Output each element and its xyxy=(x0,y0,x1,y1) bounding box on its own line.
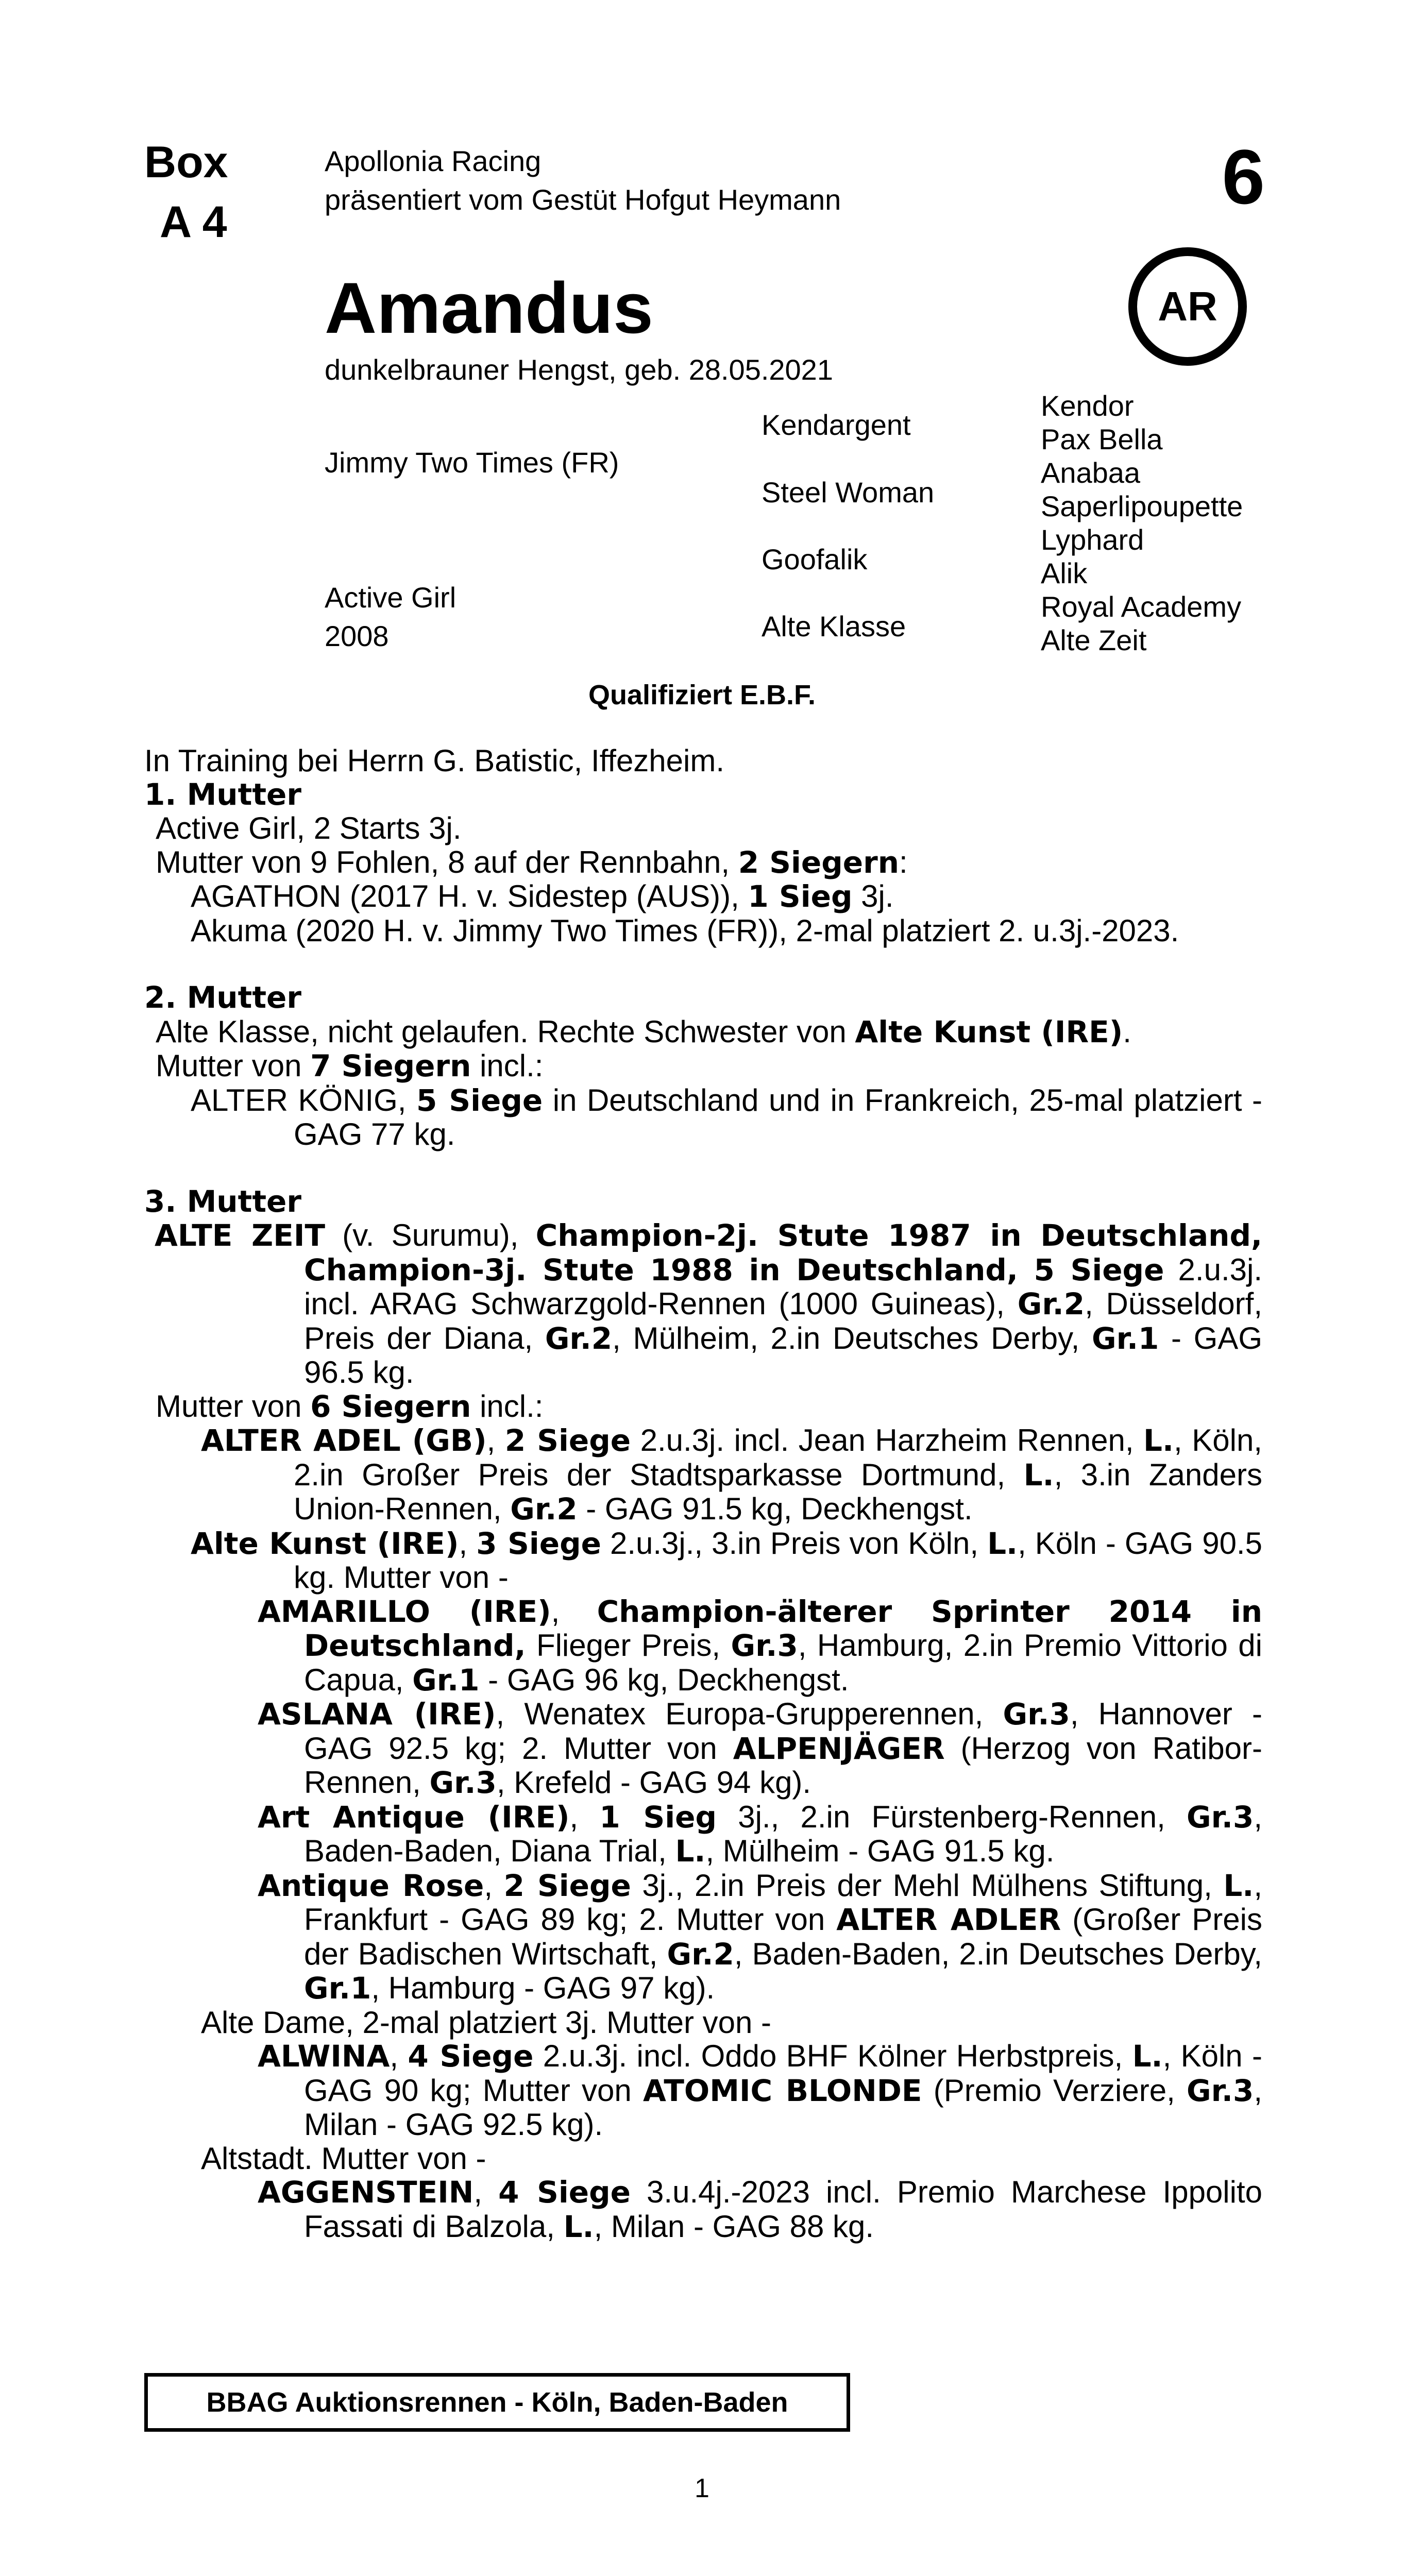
pedigree-grandparent: Goofalik xyxy=(762,543,868,575)
pedigree-grandparent: Kendargent xyxy=(762,409,911,441)
presented-by: präsentiert vom Gestüt Hofgut Heymann xyxy=(325,183,841,216)
dam3-offspring-dame: Alte Dame, 2-mal platziert 3j. Mutter von - xyxy=(201,2005,772,2040)
dam1-record: Active Girl, 2 Starts 3j. xyxy=(156,811,462,845)
pedigree-great-grandparent: Alte Zeit xyxy=(1041,624,1147,656)
dam2-offspring-koenig: ALTER KÖNIG, 5 Siege in Deutschland und in Frankreich, 25-mal platziert - GAG 77 kg. xyxy=(191,1082,1262,1151)
ar-badge-label: AR xyxy=(1158,283,1217,329)
pedigree-grandparent: Alte Klasse xyxy=(762,610,906,642)
dam3-produce: Mutter von 6 Siegern incl.: xyxy=(156,1388,544,1424)
dam1-produce: Mutter von 9 Fohlen, 8 auf der Rennbahn, 2 Siegern: xyxy=(156,844,908,880)
pedigree-dam-year: 2008 xyxy=(325,620,389,652)
race-eligibility-box xyxy=(144,2373,850,2432)
dam1-offspring-agathon: AGATHON (2017 H. v. Sidestep (AUS)), 1 Sieg 3j. xyxy=(191,879,894,914)
pedigree-great-grandparent: Pax Bella xyxy=(1041,423,1163,455)
pedigree-sire: Jimmy Two Times (FR) xyxy=(325,446,619,479)
pedigree-great-grandparent: Saperlipoupette xyxy=(1041,490,1243,522)
ar-badge-icon xyxy=(1128,247,1247,366)
dam4-offspring-antique-rose: Antique Rose, 2 Siege 3j., 2.in Preis der Mehl Mülhens Stiftung, L., Frankfurt - GAG 89 kg; 2. Mutter von ALTER ADLER (Großer Preis der Badischen Wirtschaft, Gr.2, Baden-Baden, 2.in Deutsches Derby, Gr.1, Hamburg - GAG 97 kg). xyxy=(258,1868,1262,2006)
pedigree-great-grandparent: Anabaa xyxy=(1041,456,1141,489)
pedigree-great-grandparent: Alik xyxy=(1041,557,1088,589)
pedigree-grandparent: Steel Woman xyxy=(762,476,935,509)
race-eligibility-label: BBAG Auktionsrennen - Köln, Baden-Baden xyxy=(206,2387,788,2418)
qualification: Qualifiziert E.B.F. xyxy=(588,680,816,710)
section-heading-dam3: 3. Mutter xyxy=(144,1183,301,1219)
dam1-offspring-akuma: Akuma (2020 H. v. Jimmy Two Times (FR)), 2-mal platziert 2. u.3j.-2023. xyxy=(191,913,1179,948)
dam3-offspring-kunst: Alte Kunst (IRE), 3 Siege 2.u.3j., 3.in Preis von Köln, L., Köln - GAG 90.5 kg. Mutter von - xyxy=(191,1526,1262,1595)
pedigree-great-grandparent: Kendor xyxy=(1041,389,1134,422)
dam2-record: Alte Klasse, nicht gelaufen. Rechte Schwester von Alte Kunst (IRE). xyxy=(156,1014,1131,1049)
dam3-offspring-altstadt: Altstadt. Mutter von - xyxy=(201,2141,486,2176)
horse-name: Amandus xyxy=(325,267,653,348)
lot-number: 6 xyxy=(1222,133,1265,220)
dam4-offspring-aslana: ASLANA (IRE), Wenatex Europa-Grupperennen, Gr.3, Hannover - GAG 92.5 kg; 2. Mutter von ALPENJÄGER (Herzog von Ratibor-Rennen, Gr.3, Krefeld - GAG 94 kg). xyxy=(258,1697,1263,1800)
section-heading-dam1: 1. Mutter xyxy=(144,776,301,812)
pedigree-great-grandparent: Lyphard xyxy=(1041,523,1144,556)
page-number: 1 xyxy=(695,2473,709,2503)
dam2-produce: Mutter von 7 Siegern incl.: xyxy=(156,1048,544,1083)
dam4-offspring-aggenstein: AGGENSTEIN, 4 Siege 3.u.4j.-2023 incl. Premio Marchese Ippolito Fassati di Balzola, L., Milan - GAG 88 kg. xyxy=(258,2175,1263,2244)
box-number: A 4 xyxy=(160,197,227,247)
section-heading-dam2: 2. Mutter xyxy=(144,980,301,1015)
horse-description: dunkelbrauner Hengst, geb. 28.05.2021 xyxy=(325,353,833,386)
dam4-offspring-alwina: ALWINA, 4 Siege 2.u.3j. incl. Oddo BHF Kölner Herbstpreis, L., Köln - GAG 90 kg; Mutter von ATOMIC BLONDE (Premio Verziere, Gr.3, Milan - GAG 92.5 kg). xyxy=(258,2039,1262,2142)
catalogue-text xyxy=(144,744,1262,2244)
dam3-record: ALTE ZEIT (v. Surumu), Champion-2j. Stute 1987 in Deutschland, Champion-3j. Stute 1988 in Deutschland, 5 Siege 2.u.3j. incl. ARAG Schwarzgold-Rennen (1000 Guineas), Gr.2, Düsseldorf, Preis der Diana, Gr.2, Mülheim, 2.in Deutsches Derby, Gr.1 - GAG 96.5 kg. xyxy=(155,1218,1262,1389)
pedigree-great-grandparent: Royal Academy xyxy=(1041,590,1242,623)
consignor: Apollonia Racing xyxy=(325,145,542,177)
dam4-offspring-amarillo: AMARILLO (IRE), Champion-älterer Sprinter 2014 in Deutschland, Flieger Preis, Gr.3, Hamburg, 2.in Premio Vittorio di Capua, Gr.1 - GAG 96 kg, Deckhengst. xyxy=(258,1594,1262,1698)
dam3-offspring-adel: ALTER ADEL (GB), 2 Siege 2.u.3j. incl. Jean Harzheim Rennen, L., Köln, 2.in Großer Preis der Stadtsparkasse Dortmund, L., 3.in Zanders Union-Rennen, Gr.2 - GAG 91.5 kg, Deckhengst. xyxy=(201,1423,1263,1527)
training-info: In Training bei Herrn G. Batistic, Iffezheim. xyxy=(144,743,725,778)
dam4-offspring-art-antique: Art Antique (IRE), 1 Sieg 3j., 2.in Fürstenberg-Rennen, Gr.3, Baden-Baden, Diana Trial, L., Mülheim - GAG 91.5 kg. xyxy=(258,1799,1262,1869)
pedigree-dam: Active Girl xyxy=(325,581,456,614)
box-label: Box xyxy=(144,138,228,187)
